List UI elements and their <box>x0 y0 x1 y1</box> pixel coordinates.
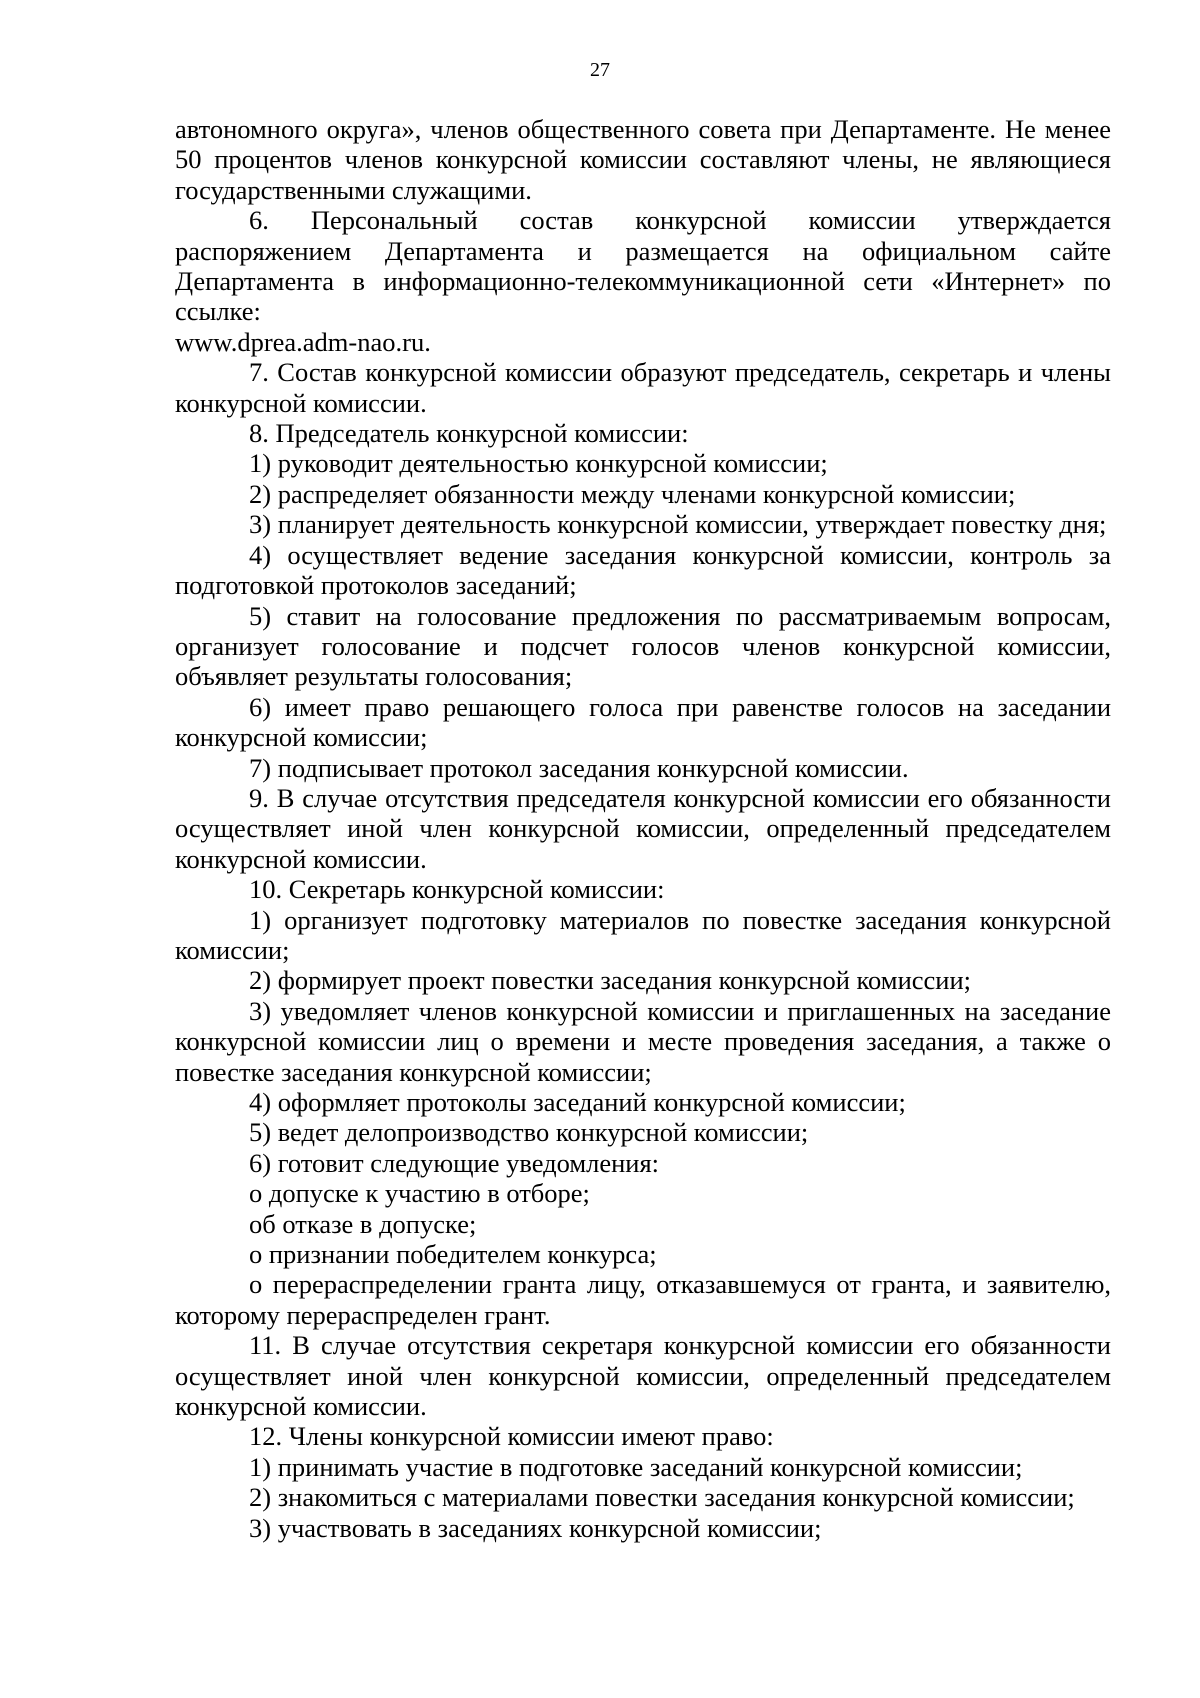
paragraph: 6. Персональный состав конкурсной комиссии утверждается распоряжением Департамента и размещается на официальном сайте Департамента в информационно-телекоммуникационной сети «Интернет» по ссылке: <box>175 205 1111 327</box>
paragraph: 8. Председатель конкурсной комиссии: <box>249 418 689 449</box>
list-item: 7) подписывает протокол заседания конкурсной комиссии. <box>249 752 909 783</box>
list-item: 2) формирует проект повестки заседания конкурсной комиссии; <box>249 965 972 996</box>
list-item: 1) руководит деятельностью конкурсной комиссии; <box>249 448 828 479</box>
paragraph: 7. Состав конкурсной комиссии образуют председатель, секретарь и члены конкурсной комиссии. <box>175 357 1111 418</box>
sub-list-item: о признании победителем конкурса; <box>249 1239 657 1270</box>
sub-list-item: о допуске к участию в отборе; <box>249 1178 590 1209</box>
paragraph-link: www.dprea.adm-nao.ru. <box>175 326 431 357</box>
list-item: 1) принимать участие в подготовке заседаний конкурсной комиссии; <box>249 1451 1023 1482</box>
list-item: 6) готовит следующие уведомления: <box>249 1147 660 1178</box>
page-number: 27 <box>590 59 610 81</box>
list-item: 3) планирует деятельность конкурсной комиссии, утверждает повестку дня; <box>249 509 1107 540</box>
sub-list-item: об отказе в допуске; <box>249 1208 477 1239</box>
paragraph: 10. Секретарь конкурсной комиссии: <box>249 874 665 905</box>
paragraph: 12. Члены конкурсной комиссии имеют право: <box>249 1421 774 1452</box>
document-body <box>175 114 1111 1543</box>
list-item: 5) ведет делопроизводство конкурсной комиссии; <box>249 1117 809 1148</box>
sub-list-item: о перераспределении гранта лицу, отказавшемуся от гранта, и заявителю, которому перераспределен грант. <box>175 1269 1111 1330</box>
list-item: 5) ставит на голосование предложения по рассматриваемым вопросам, организует голосование и подсчет голосов членов конкурсной комиссии, объявляет результаты голосования; <box>175 600 1111 692</box>
list-item: 3) участвовать в заседаниях конкурсной комиссии; <box>249 1512 822 1543</box>
list-item: 1) организует подготовку материалов по повестке заседания конкурсной комиссии; <box>175 904 1111 965</box>
list-item: 6) имеет право решающего голоса при равенстве голосов на заседании конкурсной комиссии; <box>175 691 1111 753</box>
list-item: 2) знакомиться с материалами повестки заседания конкурсной комиссии; <box>249 1482 1075 1513</box>
list-item: 3) уведомляет членов конкурсной комиссии и приглашенных на заседание конкурсной комиссии лиц о времени и месте проведения заседания, а также о повестке заседания конкурсной комиссии; <box>175 995 1111 1087</box>
list-item: 4) оформляет протоколы заседаний конкурсной комиссии; <box>249 1087 906 1117</box>
paragraph: автономного округа», членов общественного совета при Департаменте. Не менее 50 процентов членов конкурсной комиссии составляют члены, не являющиеся государственными служащими. <box>175 114 1111 205</box>
list-item: 2) распределяет обязанности между членами конкурсной комиссии; <box>249 478 1016 509</box>
paragraph: 11. В случае отсутствия секретаря конкурсной комиссии его обязанности осуществляет иной член конкурсной комиссии, определенный председателем конкурсной комиссии. <box>175 1330 1111 1422</box>
paragraph: 9. В случае отсутствия председателя конкурсной комиссии его обязанности осуществляет иной член конкурсной комиссии, определенный председателем конкурсной комиссии. <box>175 782 1111 874</box>
list-item: 4) осуществляет ведение заседания конкурсной комиссии, контроль за подготовкой протоколов заседаний; <box>175 539 1111 601</box>
